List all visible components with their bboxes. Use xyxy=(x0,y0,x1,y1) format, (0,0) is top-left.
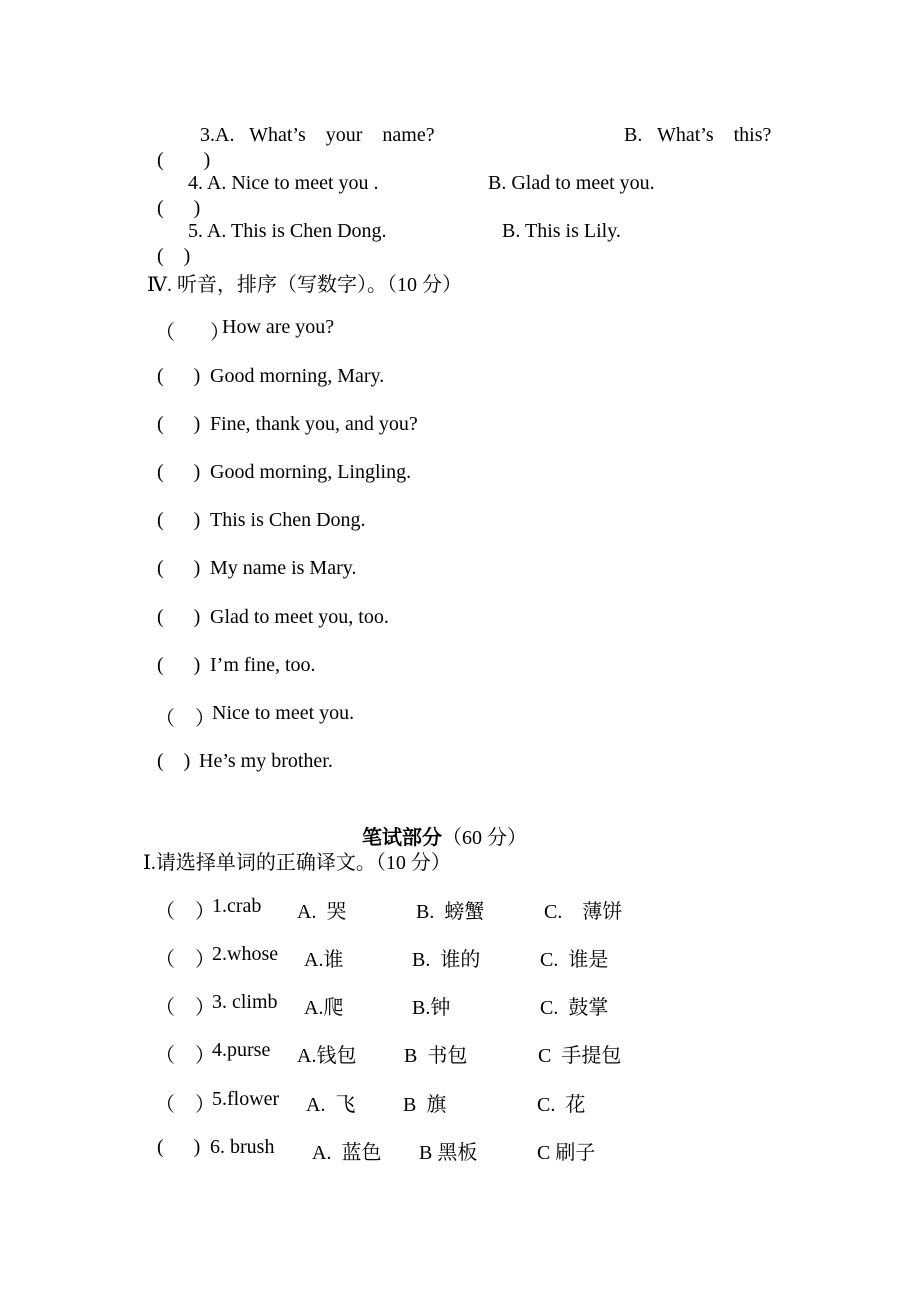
option-b: B 黑板 xyxy=(419,1142,478,1164)
list-item-paren: ( ) xyxy=(157,557,201,579)
list-item-paren: ( ) xyxy=(157,509,201,531)
list-item-text: He’s my brother. xyxy=(199,750,333,772)
option-b: B. This is Lily. xyxy=(502,220,621,242)
option-c: C. 谁是 xyxy=(540,949,609,971)
written-part-title xyxy=(352,798,527,850)
option-b: B. 螃蟹 xyxy=(416,901,485,923)
list-item-text: This is Chen Dong. xyxy=(210,509,366,531)
answer-paren: （ ） xyxy=(155,997,215,1019)
option-a: 5. A. This is Chen Dong. xyxy=(188,220,387,242)
option-b: B 旗 xyxy=(403,1094,447,1116)
answer-paren: ( ) xyxy=(157,149,211,171)
list-item-text: How are you? xyxy=(222,316,335,338)
list-item-text: I’m fine, too. xyxy=(210,654,316,676)
option-c: C. 薄饼 xyxy=(544,901,623,923)
answer-paren: （ ） xyxy=(155,949,215,971)
question-word: 2.whose xyxy=(212,943,279,965)
answer-paren: ( ) xyxy=(157,197,201,219)
question-word: 6. brush xyxy=(210,1136,275,1158)
section-1-heading: Ⅰ.请选择单词的正确译文。（10 分） xyxy=(143,852,451,874)
answer-paren: （ ） xyxy=(155,901,215,923)
option-b: B.钟 xyxy=(412,997,451,1019)
list-item-paren: （ ） xyxy=(155,708,215,730)
option-a: 3.A. What’s your name? xyxy=(200,124,435,146)
option-c: C. 花 xyxy=(537,1094,586,1116)
option-b: B 书包 xyxy=(404,1045,468,1067)
option-a: A.爬 xyxy=(304,997,344,1019)
written-title: 笔试部分 xyxy=(362,827,442,849)
option-a: A. 飞 xyxy=(306,1094,356,1116)
list-item-text: Nice to meet you. xyxy=(212,702,355,724)
option-b: B. 谁的 xyxy=(412,949,481,971)
list-item-paren: ( ) xyxy=(157,413,201,435)
option-c: C. 鼓掌 xyxy=(540,997,609,1019)
list-item-paren: ( ) xyxy=(157,365,201,387)
answer-paren: （ ） xyxy=(155,1045,215,1067)
list-item-paren: （ ） xyxy=(155,322,230,344)
section-4-heading: Ⅳ. 听音，排序（写数字）。（10 分） xyxy=(147,274,462,296)
option-b: B. Glad to meet you. xyxy=(488,172,655,194)
question-5 xyxy=(147,220,191,267)
option-b: B. What’s this? xyxy=(624,124,772,146)
list-item-paren: ( ) xyxy=(157,606,201,628)
list-item-text: Good morning, Mary. xyxy=(210,365,385,387)
answer-paren: ( ) xyxy=(157,1136,201,1158)
answer-paren: （ ） xyxy=(155,1094,215,1116)
list-item-text: My name is Mary. xyxy=(210,557,357,579)
option-a: A. 蓝色 xyxy=(312,1142,382,1164)
option-a: A.钱包 xyxy=(297,1045,357,1067)
list-item-text: Good morning, Lingling. xyxy=(210,461,412,483)
option-a: A.谁 xyxy=(304,949,344,971)
question-word: 5.flower xyxy=(212,1088,280,1110)
list-item-text: Fine, thank you, and you? xyxy=(210,413,418,435)
question-word: 1.crab xyxy=(212,895,262,917)
option-c: C 手提包 xyxy=(538,1045,622,1067)
answer-paren: ( ) xyxy=(157,245,191,267)
list-item-paren: ( ) xyxy=(157,461,201,483)
list-item-paren: ( ) xyxy=(157,750,191,772)
list-item-paren: ( ) xyxy=(157,654,201,676)
question-word: 4.purse xyxy=(212,1039,271,1061)
list-item-text: Glad to meet you, too. xyxy=(210,606,389,628)
written-score: （60 分） xyxy=(442,827,527,849)
option-c: C 刷子 xyxy=(537,1142,596,1164)
option-a: 4. A. Nice to meet you . xyxy=(188,172,379,194)
option-a: A. 哭 xyxy=(297,901,347,923)
question-word: 3. climb xyxy=(212,991,278,1013)
